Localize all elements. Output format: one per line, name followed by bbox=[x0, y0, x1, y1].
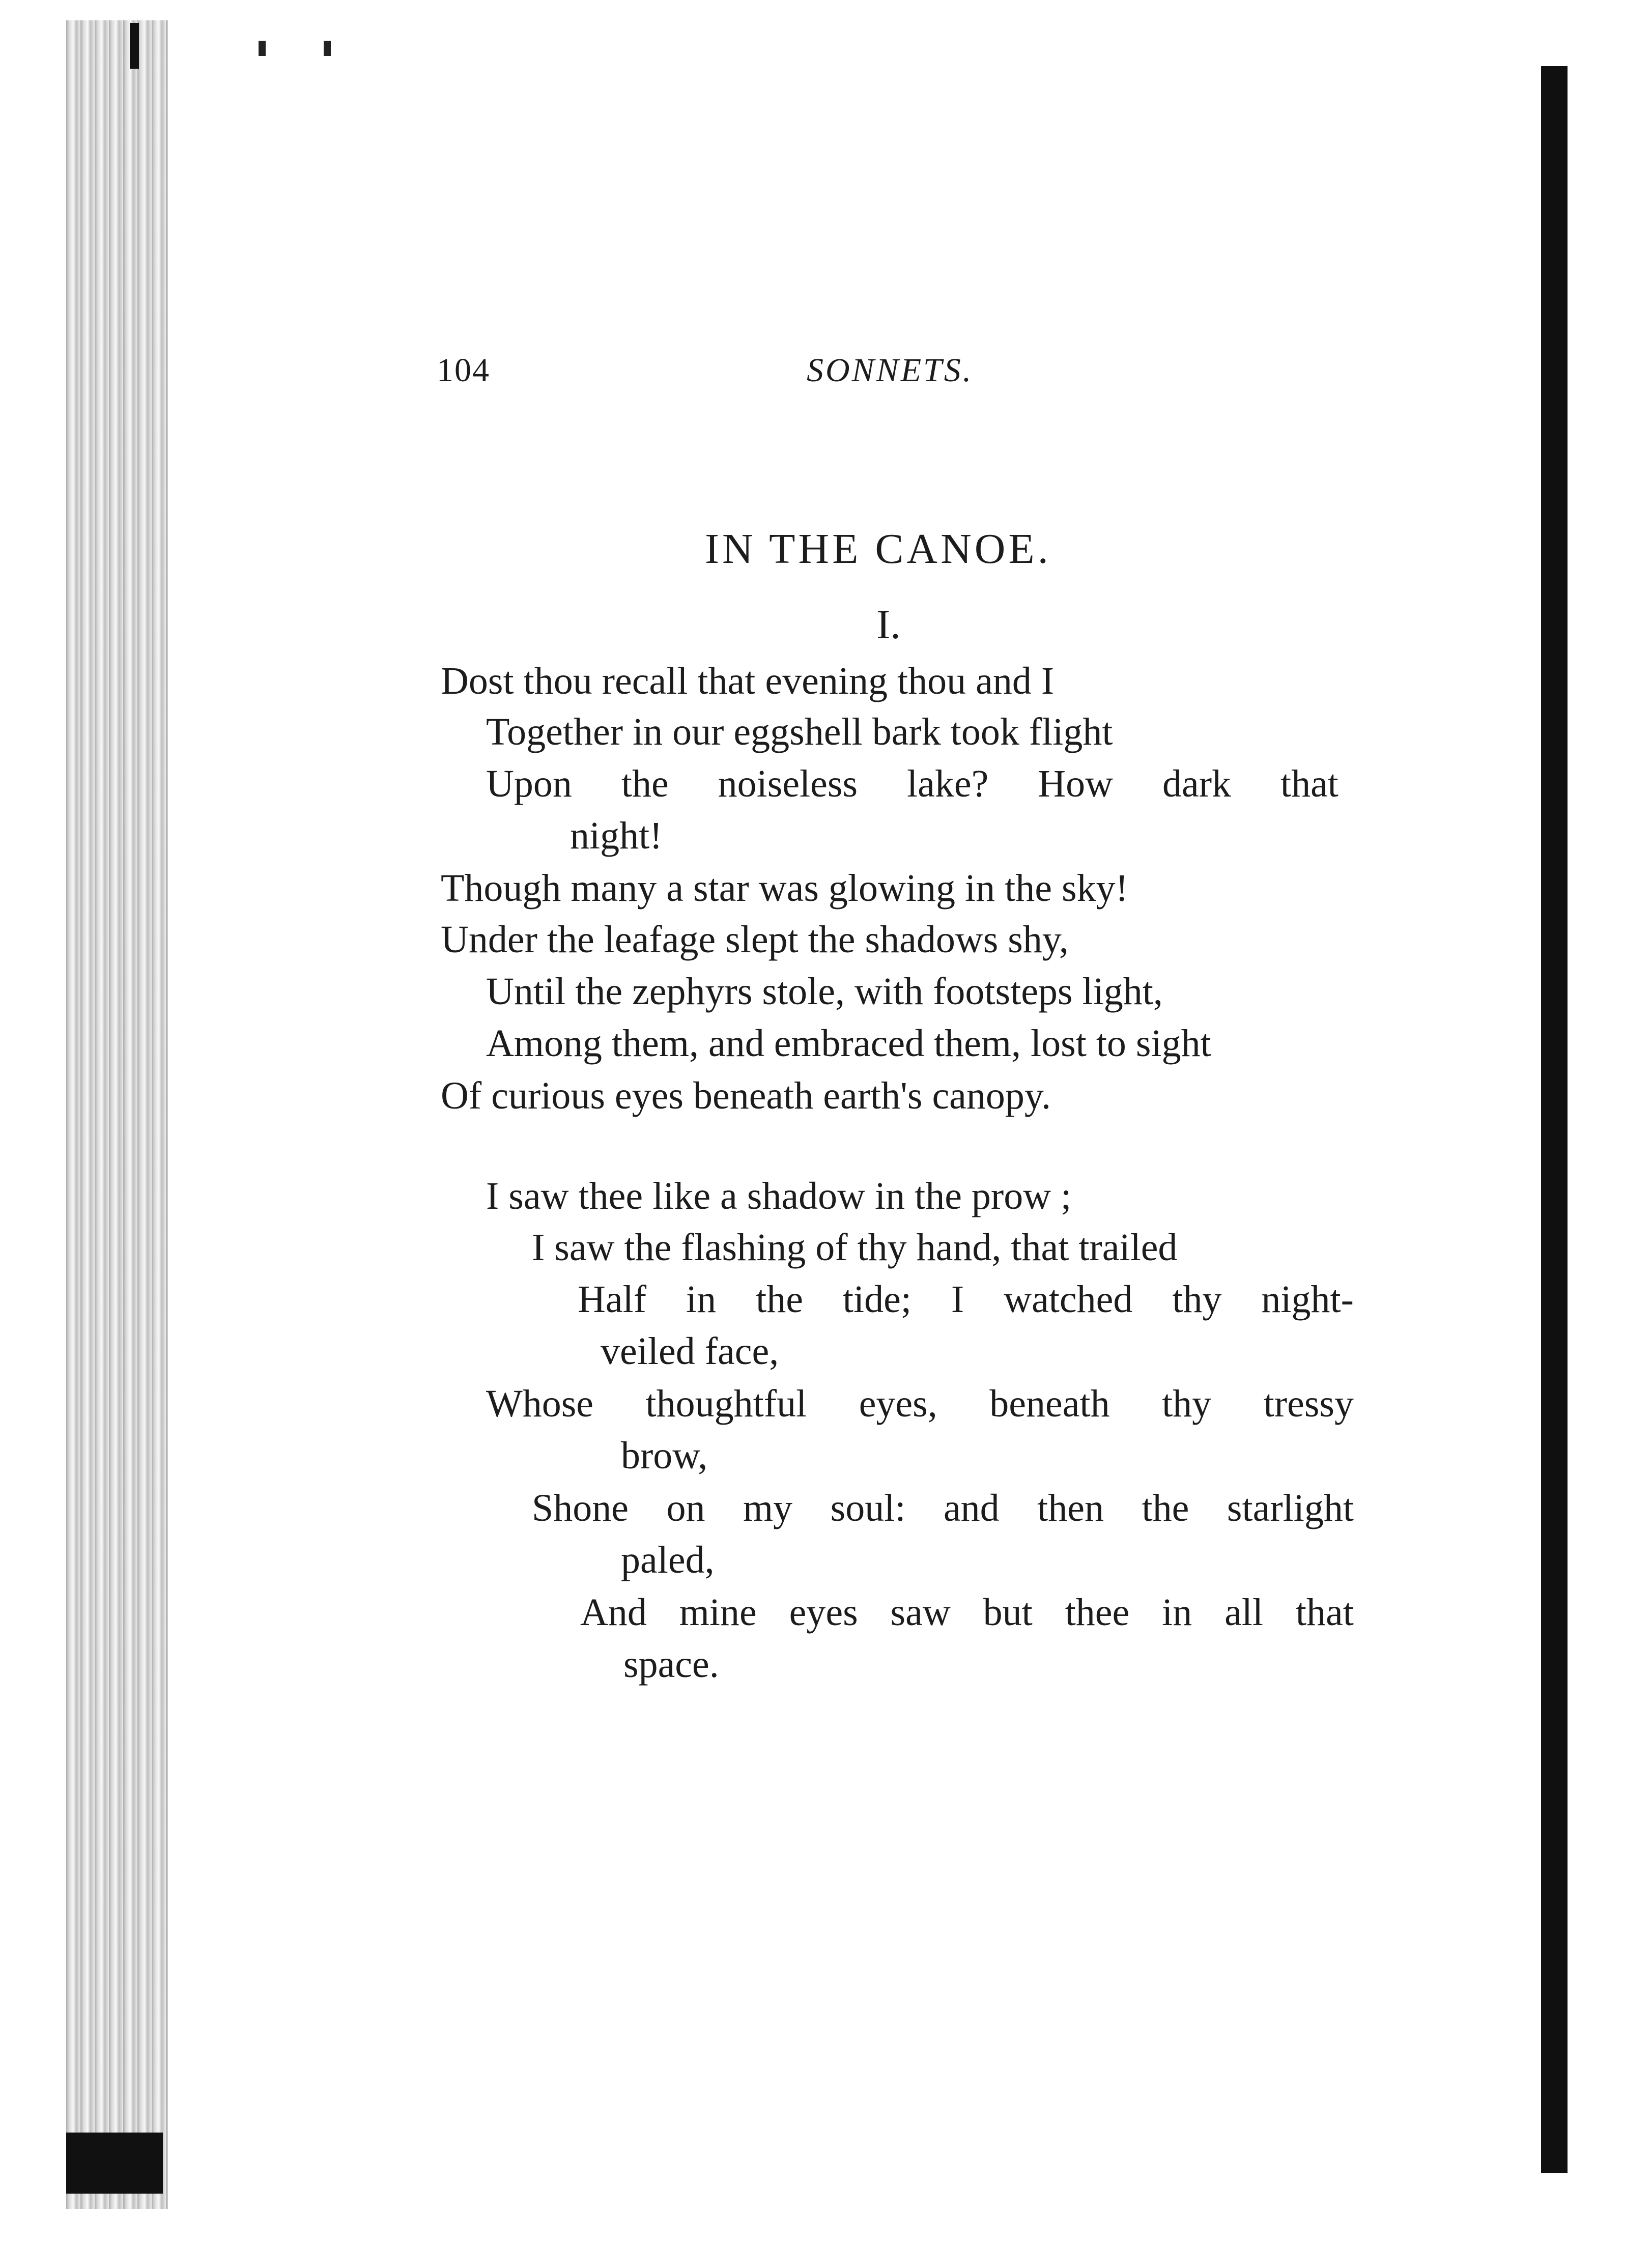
poem-line-continuation: brow, bbox=[621, 1434, 708, 1477]
poem-line-continuation: space. bbox=[623, 1643, 719, 1686]
word: watched bbox=[1004, 1278, 1133, 1321]
poem-line: Among them, and embraced them, lost to sight bbox=[486, 1022, 1211, 1065]
word: but bbox=[983, 1591, 1033, 1634]
word: the bbox=[756, 1278, 803, 1321]
word: night- bbox=[1261, 1278, 1354, 1321]
poem-title: IN THE CANOE. bbox=[705, 525, 1051, 573]
poem-line: Until the zephyrs stole, with footsteps light, bbox=[486, 970, 1163, 1013]
word: starlight bbox=[1227, 1487, 1354, 1529]
word: soul: bbox=[830, 1487, 906, 1529]
word: Whose bbox=[486, 1382, 594, 1425]
word: thy bbox=[1172, 1278, 1222, 1321]
word: that bbox=[1280, 762, 1338, 805]
word: the bbox=[621, 762, 669, 805]
word: Shone bbox=[532, 1487, 629, 1529]
word: that bbox=[1295, 1591, 1354, 1634]
word: eyes bbox=[789, 1591, 858, 1634]
word: the bbox=[1142, 1487, 1189, 1529]
word: thee bbox=[1065, 1591, 1130, 1634]
word: Upon bbox=[486, 762, 572, 805]
page-edge-tick bbox=[130, 23, 139, 69]
word: all bbox=[1224, 1591, 1264, 1634]
word: beneath bbox=[989, 1382, 1110, 1425]
word: noiseless bbox=[718, 762, 858, 805]
word: tressy bbox=[1263, 1382, 1354, 1425]
poem-line bbox=[580, 1593, 1354, 1632]
word: thoughtful bbox=[645, 1382, 807, 1425]
word: How bbox=[1038, 762, 1114, 805]
word: on bbox=[666, 1487, 705, 1529]
word: Half bbox=[578, 1278, 647, 1321]
poem-line: Together in our eggshell bark took flight bbox=[486, 711, 1113, 753]
page-edge-shadow bbox=[66, 20, 168, 2209]
page-edge-bar bbox=[1541, 66, 1568, 2173]
poem-line: I saw thee like a shadow in the prow ; bbox=[486, 1175, 1072, 1217]
scan-mark bbox=[324, 41, 331, 56]
poem-line: I saw the flashing of thy hand, that trailed bbox=[532, 1226, 1178, 1269]
word: my bbox=[743, 1487, 793, 1529]
word: And bbox=[580, 1591, 647, 1634]
running-title: SONNETS. bbox=[807, 352, 974, 389]
poem-line: Though many a star was glowing in the sky! bbox=[441, 867, 1128, 910]
word: in bbox=[686, 1278, 717, 1321]
word: and bbox=[943, 1487, 1000, 1529]
word: then bbox=[1037, 1487, 1104, 1529]
poem-line bbox=[486, 764, 1338, 803]
word: thy bbox=[1162, 1382, 1212, 1425]
poem-line-continuation: veiled face, bbox=[601, 1330, 779, 1373]
scan-mark bbox=[259, 41, 266, 56]
word: eyes, bbox=[859, 1382, 937, 1425]
poem-line: Of curious eyes beneath earth's canopy. bbox=[441, 1074, 1051, 1117]
poem-line-continuation: night! bbox=[570, 814, 663, 857]
poem-line: Dost thou recall that evening thou and I bbox=[441, 660, 1055, 702]
poem-line-continuation: paled, bbox=[621, 1539, 715, 1581]
word: dark bbox=[1162, 762, 1232, 805]
word: mine bbox=[679, 1591, 757, 1634]
page-edge-dark-corner bbox=[66, 2133, 163, 2194]
word: saw bbox=[890, 1591, 951, 1634]
poem-line bbox=[578, 1280, 1354, 1319]
word: lake? bbox=[907, 762, 989, 805]
poem-line bbox=[532, 1489, 1354, 1527]
word: tide; bbox=[842, 1278, 912, 1321]
section-numeral: I. bbox=[876, 601, 901, 647]
poem-line bbox=[486, 1384, 1354, 1423]
word: in bbox=[1162, 1591, 1192, 1634]
page-number: 104 bbox=[437, 352, 490, 389]
poem-line: Under the leafage slept the shadows shy, bbox=[441, 918, 1069, 961]
word: I bbox=[951, 1278, 964, 1321]
